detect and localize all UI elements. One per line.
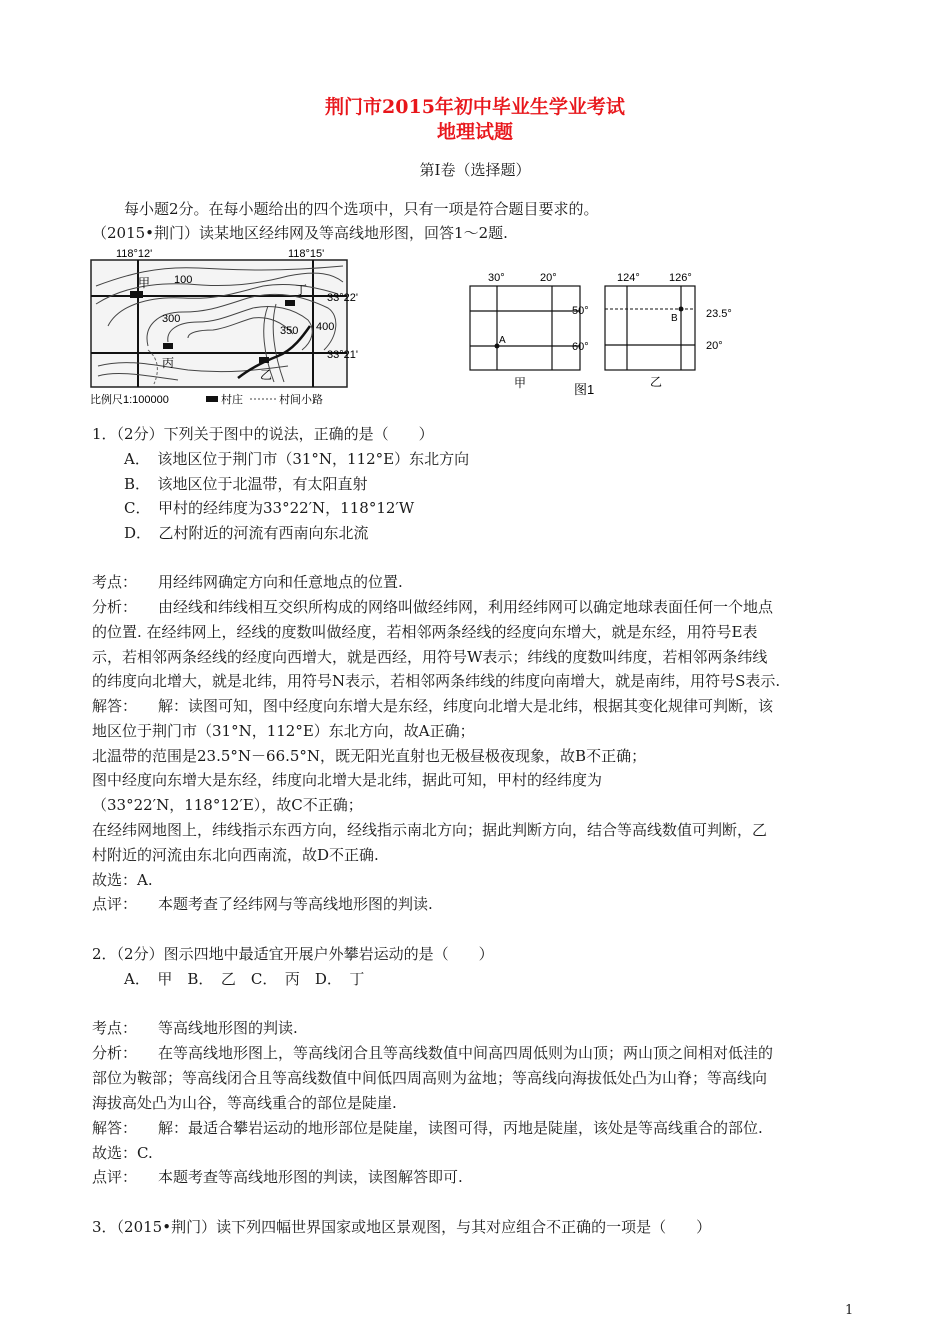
figure-1-label: 图1 xyxy=(574,382,595,397)
legend-village: 村庄 xyxy=(221,394,243,406)
q1-jieda-label: 解答： xyxy=(92,697,138,715)
yi-lon-right: 126° xyxy=(669,272,692,284)
instructions-line2: （2015•荆门）读某地区经纬网及等高线地形图，回答1～2题. xyxy=(92,224,508,242)
q2-options: A． 甲 B． 乙 C． 丙 D． 丁 xyxy=(124,970,365,988)
q3-stem: 3．（2015•荆门）读下列四幅世界国家或地区景观图，与其对应组合不正确的一项是（ ） xyxy=(92,1218,712,1236)
legend-path: 村间小路 xyxy=(279,394,323,406)
instructions-line1: 每小题2分。在每小题给出的四个选项中，只有一项是符合题目要求的。 xyxy=(124,200,599,218)
jia-lat-bottom: 60° xyxy=(572,341,589,353)
jia-lon-left: 30° xyxy=(488,272,505,284)
q2-answer: 故选：C. xyxy=(92,1144,153,1162)
q1-fenxi-label: 分析： xyxy=(92,598,138,616)
village-ding-label: 丁 xyxy=(295,283,308,297)
q1-option-b: B． 该地区位于北温带，有太阳直射 xyxy=(124,475,368,493)
q1-dianping-label: 点评： xyxy=(92,895,138,913)
q1-fenxi-line1: 由经线和纬线相互交织所构成的网络叫做经纬网，利用经纬网可以确定地球表面任何一个地点 xyxy=(158,598,774,616)
village-jia-label: 甲 xyxy=(138,276,151,290)
q1-option-c: C． 甲村的经纬度为33°22′N，118°12′W xyxy=(124,499,415,517)
q1-option-a: A． 该地区位于荆门市（31°N，112°E）东北方向 xyxy=(124,450,470,468)
contour-300-label: 300 xyxy=(162,313,181,325)
village-yi-label: 乙 xyxy=(260,368,273,382)
exam-subject-title: 地理试题 xyxy=(436,121,513,143)
q1-fenxi-line3: 示，若相邻两条经线的经度向西增大，就是西经，用符号W表示；纬线的度数叫纬度，若相邻两条纬线 xyxy=(92,648,768,666)
yi-lat-top: 23.5° xyxy=(706,308,732,320)
q1-jieda-line6: 在经纬网地图上，纬线指示东西方向，经线指示南北方向；据此判断方向，结合等高线数值可判断，乙 xyxy=(92,821,768,839)
q1-jieda-line7: 村附近的河流由东北向西南流，故D不正确. xyxy=(92,846,379,864)
section-title: 第I卷（选择题） xyxy=(419,161,531,179)
contour-400-label: 400 xyxy=(316,321,335,333)
q1-jieda-line2: 地区位于荆门市（31°N，112°E）东北方向，故A正确； xyxy=(92,722,475,740)
q1-stem: 1．（2分）下列关于图中的说法，正确的是（ ） xyxy=(92,425,434,443)
q2-fenxi-label: 分析： xyxy=(92,1044,138,1062)
q1-answer: 故选：A. xyxy=(92,871,153,889)
q2-fenxi-line3: 海拔高处凸为山谷，等高线重合的部位是陡崖. xyxy=(92,1094,397,1112)
q2-dianping: 本题考查等高线地形图的判读，读图解答即可. xyxy=(158,1168,463,1186)
q1-dianping: 本题考查了经纬网与等高线地形图的判读. xyxy=(158,895,433,913)
q1-fenxi-line4: 的纬度向北增大，就是北纬，用符号N表示，若相邻两条纬线的纬度向南增大，就是南纬，用符号S表示. xyxy=(92,672,781,690)
village-bing-label: 丙 xyxy=(162,356,175,370)
graticule-figure xyxy=(462,266,752,400)
yi-caption: 乙 xyxy=(650,375,663,389)
q1-fenxi-line2: 的位置. 在经纬网上，经线的度数叫做经度，若相邻两条经线的经度向东增大，就是东经，用符号E表 xyxy=(92,623,758,641)
q2-jieda-label: 解答： xyxy=(92,1119,138,1137)
q1-option-d: D． 乙村附近的河流有西南向东北流 xyxy=(124,524,369,542)
contour-350-label: 350 xyxy=(280,325,299,337)
q2-jieda: 解：最适合攀岩运动的地形部位是陡崖，读图可得，丙地是陡崖，该处是等高线重合的部位. xyxy=(158,1119,763,1137)
q1-kaodian: 用经纬网确定方向和任意地点的位置. xyxy=(158,573,403,591)
q2-kaodian-label: 考点： xyxy=(92,1019,138,1037)
lat-top-label: 33°22' xyxy=(327,292,358,304)
yi-point-b: B xyxy=(671,313,678,324)
q2-fenxi-line2: 部位为鞍部；等高线闭合且等高线数值中间低四周高则为盆地；等高线向海拔低处凸为山脊；等高线向 xyxy=(92,1069,768,1087)
yi-lat-bottom: 20° xyxy=(706,340,723,352)
lon-left-label: 118°12' xyxy=(116,248,153,260)
q2-dianping-label: 点评： xyxy=(92,1168,138,1186)
jia-lat-top: 50° xyxy=(572,305,589,317)
q1-kaodian-label: 考点： xyxy=(92,573,138,591)
map-scale: 比例尺1:100000 xyxy=(90,394,169,406)
jia-point-a: A xyxy=(499,335,506,346)
contour-100-label: 100 xyxy=(174,274,193,286)
q1-jieda-line4: 图中经度向东增大是东经，纬度向北增大是北纬，据此可知，甲村的经纬度为 xyxy=(92,771,603,789)
q1-jieda-line1: 解：读图可知，图中经度向东增大是东经，纬度向北增大是北纬，根据其变化规律可判断，该 xyxy=(158,697,774,715)
yi-lon-left: 124° xyxy=(617,272,640,284)
lat-bottom-label: 33°21' xyxy=(327,349,358,361)
q2-stem: 2．（2分）图示四地中最适宜开展户外攀岩运动的是（ ） xyxy=(92,945,494,963)
jia-lon-right: 20° xyxy=(540,272,557,284)
q1-jieda-line5: （33°22′N，118°12′E），故C不正确； xyxy=(92,796,363,814)
q2-kaodian: 等高线地形图的判读. xyxy=(158,1019,298,1037)
contour-map xyxy=(88,246,360,408)
page-number: 1 xyxy=(845,1303,854,1318)
q1-jieda-line3: 北温带的范围是23.5°N－66.5°N，既无阳光直射也无极昼极夜现象，故B不正确； xyxy=(92,747,647,765)
exam-title: 荆门市2015年初中毕业生学业考试 xyxy=(325,96,625,118)
lon-right-label: 118°15' xyxy=(288,248,325,260)
q2-fenxi-line1: 在等高线地形图上，等高线闭合且等高线数值中间高四周低则为山顶；两山顶之间相对低洼的 xyxy=(158,1044,774,1062)
jia-caption: 甲 xyxy=(514,376,527,390)
